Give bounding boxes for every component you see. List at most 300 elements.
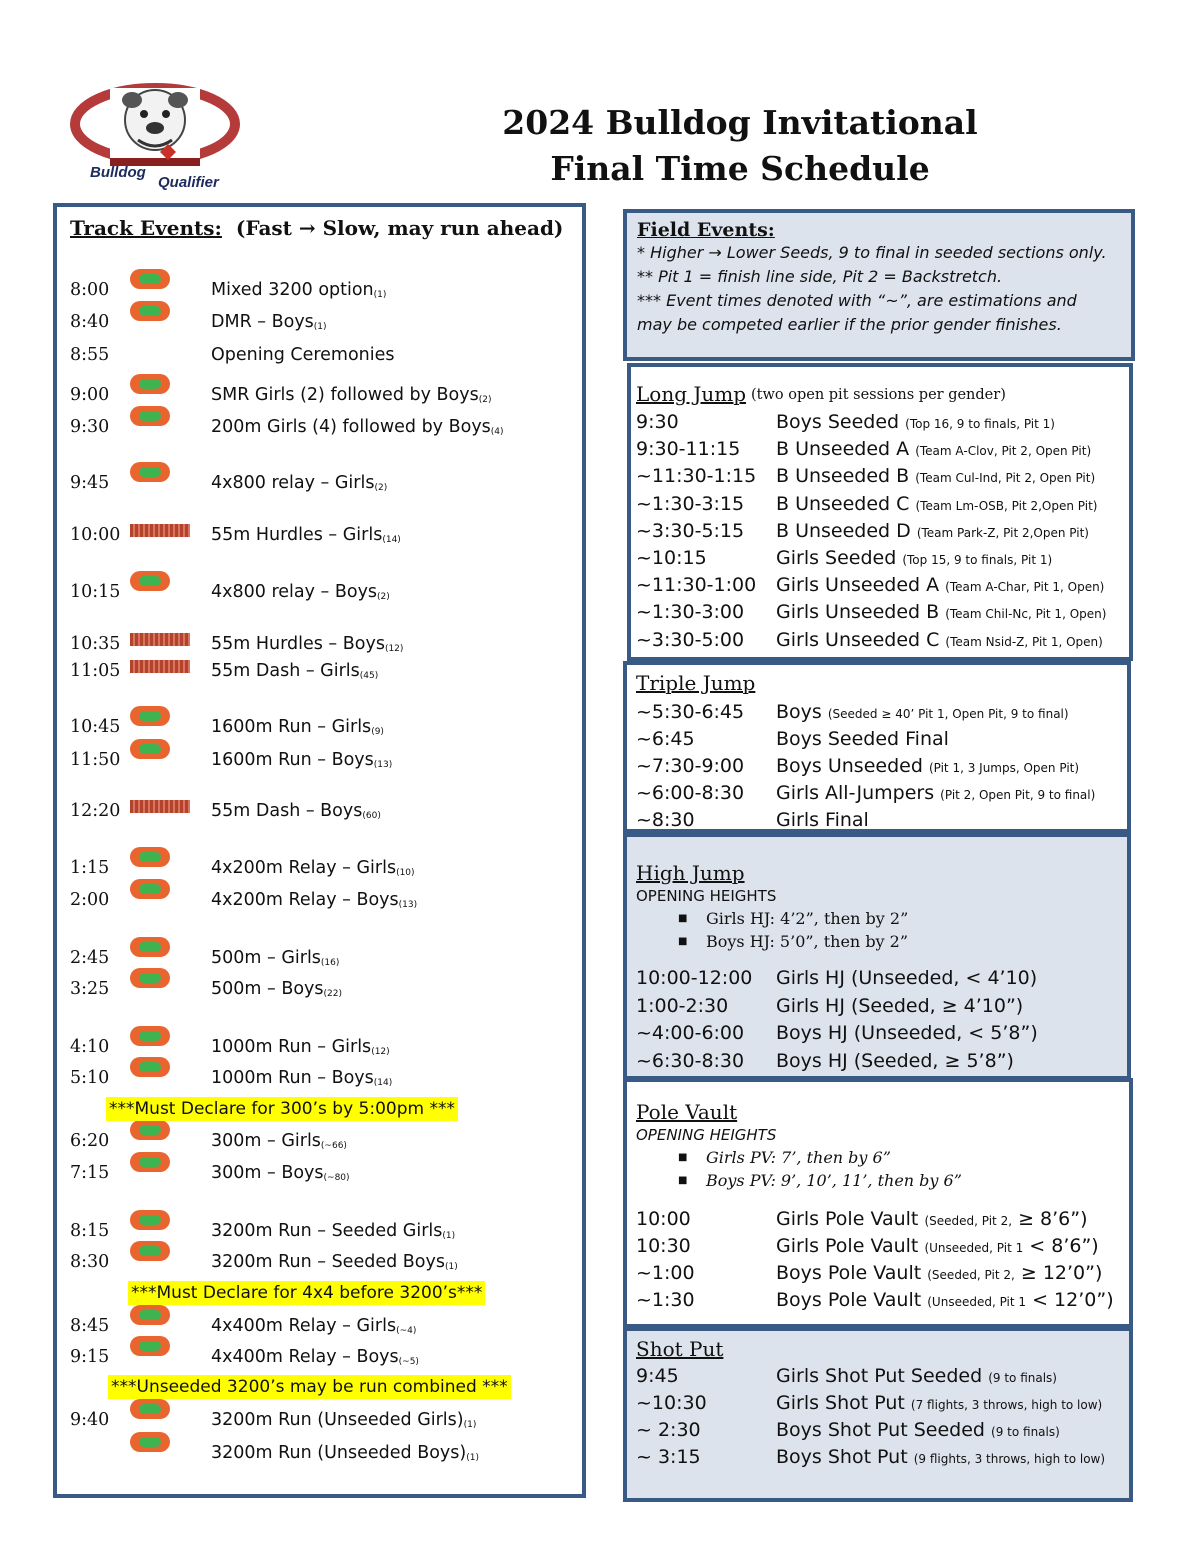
shot-put-title: Shot Put [636, 1337, 724, 1361]
event-time: 3:25 [70, 979, 110, 999]
event-time: ~10:30 [636, 1392, 707, 1414]
event-name: 200m Girls (4) followed by Boys [211, 417, 491, 437]
triple-jump-panel [623, 661, 1131, 833]
event-time: 5:10 [70, 1068, 110, 1088]
event-time: ~11:30-1:00 [636, 574, 757, 597]
event-time: 9:30-11:15 [636, 438, 741, 461]
event-name-wrap [211, 309, 327, 338]
event-name: Boys [776, 701, 822, 723]
track-oval-icon-shape [130, 1305, 170, 1325]
entry-count: (13) [398, 900, 418, 910]
title-line-2: Final Time Schedule [550, 149, 930, 188]
track-events-heading [70, 216, 563, 240]
event-name: Boys Unseeded [776, 755, 923, 777]
event-name: Girls HJ (Unseeded, < 4’10) [776, 967, 1038, 989]
event-name-wrap [776, 780, 1095, 809]
event-name: 300m – Girls [211, 1131, 321, 1151]
track-events-note: (Fast → Slow, may run ahead) [235, 216, 564, 240]
event-time: 10:00 [636, 1208, 691, 1230]
high-jump-opening-heights: OPENING HEIGHTS [636, 887, 777, 905]
hurdles-icon-shape [130, 800, 190, 813]
entry-count: (9) [371, 727, 384, 737]
event-name: Girls Unseeded C [776, 628, 940, 651]
entry-count: (~4) [396, 1326, 417, 1336]
event-name: B Unseeded A [776, 438, 910, 461]
event-name: Girls Shot Put [776, 1392, 905, 1414]
event-name-wrap [776, 572, 1104, 601]
entry-count: (4) [490, 427, 504, 437]
event-name-wrap [776, 1417, 1060, 1446]
event-time: 7:15 [70, 1163, 110, 1183]
event-name: Girls Unseeded A [776, 574, 940, 597]
event-name: DMR – Boys [211, 312, 314, 332]
track-oval-icon-shape [130, 1399, 170, 1419]
entry-count: (22) [323, 989, 342, 999]
event-name: 1600m Run – Boys [211, 750, 374, 770]
event-detail: (9 to finals) [988, 1371, 1057, 1385]
track-oval-icon [130, 1206, 170, 1226]
event-detail: (Team A-Char, Pit 1, Open) [945, 580, 1105, 595]
event-name: Girls Final [776, 809, 869, 831]
entry-count: (1) [463, 1420, 477, 1430]
track-oval-icon [130, 843, 170, 863]
field-note-2: ** Pit 1 = finish line side, Pit 2 = Backstretch. [637, 267, 1003, 286]
event-name-wrap [211, 714, 384, 743]
event-name-wrap [211, 1218, 455, 1247]
event-name: Girls HJ (Seeded, ≥ 4’10”) [776, 994, 1024, 1017]
bulldog-logo [70, 82, 240, 194]
entry-count: (12) [371, 1047, 390, 1057]
hurdles-icon-shape [130, 633, 190, 646]
event-name-wrap [211, 1034, 390, 1063]
pole-vault-boys-bullet [678, 1171, 962, 1190]
event-time: 8:45 [70, 1316, 110, 1336]
event-name-wrap [211, 1128, 347, 1157]
bullet-icon: ■ [678, 936, 688, 947]
hurdles-icon [130, 652, 190, 665]
event-name: 3200m Run – Seeded Girls [211, 1221, 443, 1241]
event-name: 1000m Run – Girls [211, 1037, 372, 1057]
event-name-wrap [776, 1020, 1038, 1047]
event-detail: (9 flights, 3 throws, high to low) [913, 1452, 1106, 1466]
event-detail: (Top 16, 9 to finals, Pit 1) [905, 417, 1055, 431]
event-name-wrap [211, 798, 381, 827]
track-oval-icon [130, 1237, 170, 1257]
hurdles-icon [130, 792, 190, 805]
event-time: ~7:30-9:00 [636, 755, 745, 777]
event-name: 4x200m Relay – Girls [211, 858, 397, 878]
event-name: Boys Seeded [776, 411, 900, 433]
field-note-1: * Higher → Lower Seeds, 9 to final in seeded sections only. [637, 243, 1107, 262]
long-jump-note: (two open pit sessions per gender) [751, 387, 1006, 403]
track-oval-icon-shape [130, 462, 170, 482]
track-oval-icon [130, 933, 170, 953]
event-name-wrap [211, 1440, 479, 1469]
event-threshold: < 8’6”) [1023, 1235, 1099, 1257]
event-time: 9:30 [636, 411, 679, 433]
title-line-1: 2024 Bulldog Invitational [502, 103, 978, 142]
high-jump-girls-opening: Girls HJ: 4’2”, then by 2” [706, 909, 909, 928]
track-oval-icon [130, 735, 170, 755]
entry-count: (~66) [320, 1141, 347, 1151]
event-name: Girls Seeded [776, 547, 897, 569]
entry-count: (10) [396, 868, 415, 878]
pole-vault-boys-opening: Boys PV: 9’, 10’, 11’, then by 6” [706, 1171, 962, 1190]
pole-vault-opening-heights: OPENING HEIGHTS [636, 1126, 777, 1144]
track-oval-icon-shape [130, 1432, 170, 1452]
track-oval-icon-shape [130, 1120, 170, 1140]
track-oval-icon-shape [130, 406, 170, 426]
page-title [420, 100, 1060, 192]
event-name-wrap [776, 1260, 1102, 1289]
track-oval-icon [130, 402, 170, 422]
event-detail: (Team A-Clov, Pit 2, Open Pit) [915, 444, 1092, 459]
entry-count: (1) [444, 1262, 458, 1272]
event-name: 55m Dash – Girls [211, 661, 360, 681]
entry-count: (13) [373, 760, 393, 770]
event-name: 1600m Run – Girls [211, 717, 372, 737]
event-time: 11:05 [70, 661, 121, 681]
entry-count: (16) [320, 958, 340, 968]
event-name-wrap [211, 277, 386, 306]
event-name-wrap [211, 1160, 350, 1189]
track-oval-icon-shape [130, 1336, 170, 1356]
entry-count: (1) [313, 322, 327, 332]
entry-count: (14) [373, 1078, 393, 1088]
event-name-wrap [211, 1313, 416, 1342]
long-jump-title: Long Jump [636, 382, 747, 406]
track-oval-icon [130, 1022, 170, 1042]
event-name: 4x800 relay – Boys [211, 582, 378, 602]
track-oval-icon [130, 1428, 170, 1448]
entry-count: (~5) [398, 1357, 419, 1367]
event-detail: (7 flights, 3 throws, high to low) [910, 1398, 1103, 1412]
track-oval-icon [130, 964, 170, 984]
event-time: ~10:15 [636, 547, 707, 569]
event-name-wrap [776, 965, 1037, 992]
field-events-notes-panel [623, 209, 1135, 361]
event-name: B Unseeded C [776, 492, 910, 515]
event-time: 8:30 [70, 1252, 110, 1272]
event-time: 10:00-12:00 [636, 967, 753, 989]
event-name: Girls Pole Vault [776, 1208, 919, 1230]
track-oval-icon-shape [130, 1241, 170, 1261]
event-name-wrap [776, 627, 1103, 656]
event-detail: (Team Lm-OSB, Pit 2,Open Pit) [915, 498, 1098, 513]
event-name: 4x400m Relay – Boys [211, 1347, 399, 1367]
event-name-wrap [211, 747, 392, 776]
event-name-wrap [776, 409, 1055, 438]
entry-count: (2) [478, 395, 492, 405]
event-detail: (Top 15, 9 to finals, Pit 1) [902, 553, 1053, 567]
event-time: ~1:00 [636, 1262, 695, 1284]
event-time: 9:40 [70, 1410, 110, 1430]
event-name: Boys Shot Put Seeded [776, 1419, 985, 1441]
track-oval-icon-shape [130, 879, 170, 899]
event-time: ~1:30 [636, 1289, 695, 1311]
event-time: 10:45 [70, 717, 121, 737]
entry-count: (60) [362, 811, 381, 821]
track-oval-icon [130, 875, 170, 895]
event-name-wrap [211, 579, 390, 608]
event-time: ~1:30-3:15 [636, 492, 745, 515]
event-detail: (Seeded ≥ 40’ Pit 1, Open Pit, 9 to final) [827, 707, 1069, 721]
event-name-wrap [211, 1344, 419, 1373]
event-name: Girls All-Jumpers [776, 782, 935, 804]
event-name-wrap [776, 726, 949, 753]
entry-count: (1) [442, 1231, 456, 1241]
event-name-wrap [776, 1390, 1102, 1419]
event-time: ~3:30-5:15 [636, 519, 745, 542]
track-events-label: Track Events: [70, 216, 222, 240]
track-oval-icon [130, 1332, 170, 1352]
event-time: 10:35 [70, 634, 121, 654]
event-detail: (Team Park-Z, Pit 2,Open Pit) [916, 525, 1089, 540]
event-time: ~3:30-5:00 [636, 628, 745, 651]
track-oval-icon-shape [130, 1026, 170, 1046]
event-detail: (Unseeded, Pit 1 [927, 1295, 1027, 1309]
event-name-wrap [211, 658, 378, 687]
bullet-icon: ■ [678, 1152, 688, 1163]
event-name: Girls Shot Put Seeded [776, 1365, 983, 1387]
event-name: Girls Unseeded B [776, 601, 940, 624]
event-time: 2:45 [70, 948, 110, 968]
logo-text-qualifier: Qualifier [158, 174, 219, 191]
event-name-wrap [211, 631, 403, 660]
event-time: ~11:30-1:15 [636, 465, 757, 488]
entry-count: (1) [373, 290, 387, 300]
event-name-wrap [776, 1363, 1057, 1392]
event-time: 8:40 [70, 312, 110, 332]
event-name: Boys Shot Put [776, 1446, 908, 1468]
field-note-3: *** Event times denoted with “~”, are estimations and [637, 291, 1077, 310]
pole-vault-title: Pole Vault [636, 1100, 738, 1124]
event-name: Boys HJ (Seeded, ≥ 5’8”) [776, 1049, 1014, 1072]
hurdles-icon [130, 516, 190, 529]
event-time: ~6:00-8:30 [636, 782, 745, 804]
event-name: Boys Pole Vault [776, 1289, 922, 1311]
event-time: 4:10 [70, 1037, 110, 1057]
track-oval-icon [130, 1053, 170, 1073]
entry-count: (14) [382, 535, 401, 545]
track-oval-icon [130, 265, 170, 285]
event-time: 10:00 [70, 525, 121, 545]
event-name: 4x800 relay – Girls [211, 473, 375, 493]
event-detail: (Seeded, Pit 2, [924, 1214, 1013, 1228]
field-events-heading: Field Events: [637, 219, 775, 241]
logo-text-bulldog: Bulldog [90, 164, 146, 181]
event-name: 55m Hurdles – Girls [211, 525, 383, 545]
event-time: 2:00 [70, 890, 110, 910]
event-threshold: ≥ 12’0”) [1014, 1262, 1103, 1284]
event-name: 3200m Run (Unseeded Boys) [211, 1443, 467, 1463]
event-name: Mixed 3200 option [211, 280, 374, 300]
event-name: 500m – Girls [211, 948, 321, 968]
entry-count: (1) [466, 1453, 479, 1463]
declare-4x4-banner: ***Must Declare for 4x4 before 3200’s*** [128, 1281, 485, 1305]
track-oval-icon [130, 370, 170, 390]
event-time: 8:15 [70, 1221, 110, 1241]
event-name: 4x400m Relay – Girls [211, 1316, 397, 1336]
event-name-wrap [776, 545, 1052, 574]
event-name-wrap [776, 699, 1069, 728]
event-name-wrap [776, 1444, 1105, 1473]
event-time: 9:00 [70, 385, 110, 405]
track-oval-icon-shape [130, 968, 170, 988]
event-detail: (Team Nsid-Z, Pit 1, Open) [945, 634, 1103, 649]
event-name-wrap [776, 491, 1097, 520]
event-detail: (Unseeded, Pit 1 [924, 1241, 1024, 1255]
event-threshold: < 12’0”) [1026, 1289, 1114, 1311]
event-name-wrap [211, 414, 504, 443]
track-oval-icon-shape [130, 301, 170, 321]
declare-300-banner: ***Must Declare for 300’s by 5:00pm *** [106, 1097, 458, 1121]
event-name-wrap [211, 522, 401, 551]
hurdles-icon [130, 625, 190, 638]
track-oval-icon-shape [130, 739, 170, 759]
event-time: ~5:30-6:45 [636, 701, 745, 723]
event-detail: (Seeded, Pit 2, [927, 1268, 1015, 1282]
track-oval-icon [130, 458, 170, 478]
event-name-wrap [211, 1407, 476, 1436]
long-jump-panel [627, 363, 1133, 661]
entry-count: (~80) [323, 1173, 350, 1183]
event-time: ~1:30-3:00 [636, 601, 745, 624]
track-oval-icon [130, 702, 170, 722]
event-time: 8:00 [70, 280, 110, 300]
event-detail: (9 to finals) [991, 1425, 1060, 1439]
event-threshold: ≥ 8’6”) [1012, 1208, 1088, 1230]
track-oval-icon-shape [130, 847, 170, 867]
event-name-wrap [211, 342, 395, 371]
event-name: 3200m Run – Seeded Boys [211, 1252, 445, 1272]
entry-count: (12) [384, 644, 404, 654]
track-oval-icon-shape [130, 937, 170, 957]
event-detail: (Pit 2, Open Pit, 9 to final) [940, 788, 1096, 802]
event-name-wrap [776, 993, 1023, 1020]
event-time: ~ 3:15 [636, 1446, 701, 1468]
track-oval-icon [130, 297, 170, 317]
event-name-wrap [211, 382, 491, 411]
event-name-wrap [211, 887, 417, 916]
event-name-wrap [776, 1233, 1099, 1262]
high-jump-girls-bullet [678, 909, 909, 928]
event-time: 12:20 [70, 801, 121, 821]
track-oval-icon-shape [130, 374, 170, 394]
event-time: 1:15 [70, 858, 110, 878]
event-name: B Unseeded D [776, 519, 911, 542]
event-name-wrap [776, 1287, 1114, 1316]
event-name-wrap [211, 1065, 392, 1094]
event-name: Boys HJ (Unseeded, < 5’8”) [776, 1022, 1038, 1044]
hurdles-icon-shape [130, 524, 190, 537]
event-name: Opening Ceremonies [211, 345, 395, 365]
event-name-wrap [776, 463, 1095, 492]
event-time: 1:00-2:30 [636, 994, 729, 1017]
high-jump-boys-opening: Boys HJ: 5’0”, then by 2” [706, 932, 909, 951]
event-name-wrap [211, 470, 387, 499]
event-name-wrap [776, 807, 869, 834]
event-time: ~ 2:30 [636, 1419, 701, 1441]
event-name: 4x200m Relay – Boys [211, 890, 399, 910]
event-name: 55m Hurdles – Boys [211, 634, 385, 654]
event-name: Boys Pole Vault [776, 1262, 922, 1284]
event-name-wrap [211, 855, 415, 884]
event-name: 1000m Run – Boys [211, 1068, 374, 1088]
event-name-wrap [211, 945, 339, 974]
event-name-wrap [776, 436, 1091, 465]
event-name: 300m – Boys [211, 1163, 324, 1183]
event-name: 500m – Boys [211, 979, 324, 999]
event-name-wrap [211, 976, 342, 1005]
entry-count: (2) [374, 483, 388, 493]
event-time: 8:55 [70, 345, 110, 365]
event-time: 10:15 [70, 582, 121, 602]
triple-jump-title: Triple Jump [636, 671, 756, 695]
event-time: 6:20 [70, 1131, 110, 1151]
event-time: ~8:30 [636, 809, 695, 831]
event-time: 9:15 [70, 1347, 110, 1367]
track-oval-icon-shape [130, 571, 170, 591]
event-detail: (Team Cul-Ind, Pit 2, Open Pit) [915, 471, 1096, 486]
event-name-wrap [776, 1048, 1014, 1075]
event-name-wrap [211, 1249, 458, 1278]
event-name: Girls Pole Vault [776, 1235, 919, 1257]
unseeded-3200-banner: ***Unseeded 3200’s may be run combined *** [108, 1375, 511, 1399]
event-time: 9:45 [70, 473, 110, 493]
event-name-wrap [776, 518, 1089, 547]
event-name: 55m Dash – Boys [211, 801, 363, 821]
bullet-icon: ■ [678, 1175, 688, 1186]
track-oval-icon [130, 1148, 170, 1168]
track-oval-icon [130, 567, 170, 587]
pole-vault-girls-opening: Girls PV: 7’, then by 6” [706, 1148, 891, 1167]
bullet-icon: ■ [678, 913, 688, 924]
event-detail: (Team Chil-Nc, Pit 1, Open) [945, 607, 1107, 622]
event-name-wrap [776, 753, 1079, 782]
event-time: 9:45 [636, 1365, 679, 1387]
entry-count: (45) [359, 671, 379, 681]
entry-count: (2) [377, 592, 390, 602]
track-oval-icon-shape [130, 1152, 170, 1172]
field-note-4: may be competed earlier if the prior gender finishes. [637, 315, 1062, 334]
event-time: ~6:45 [636, 728, 695, 750]
pole-vault-girls-bullet [678, 1148, 891, 1167]
pole-vault-panel [623, 1078, 1133, 1328]
high-jump-boys-bullet [678, 932, 909, 951]
event-time: 11:50 [70, 750, 121, 770]
event-name: B Unseeded B [776, 465, 910, 488]
event-time: ~4:00-6:00 [636, 1022, 745, 1044]
shot-put-panel [623, 1327, 1133, 1502]
event-time: ~6:30-8:30 [636, 1049, 745, 1072]
event-name: 3200m Run (Unseeded Girls) [211, 1410, 464, 1430]
track-oval-icon-shape [130, 1210, 170, 1230]
event-name-wrap [776, 1206, 1088, 1235]
event-time: 9:30 [70, 417, 110, 437]
track-oval-icon-shape [130, 706, 170, 726]
event-name: SMR Girls (2) followed by Boys [211, 385, 479, 405]
track-oval-icon-shape [130, 269, 170, 289]
hurdles-icon-shape [130, 660, 190, 673]
event-name-wrap [776, 599, 1106, 628]
high-jump-title: High Jump [636, 861, 745, 885]
high-jump-panel [623, 833, 1131, 1080]
event-name: Boys Seeded Final [776, 728, 949, 750]
track-oval-icon-shape [130, 1057, 170, 1077]
event-time: 10:30 [636, 1235, 691, 1257]
event-detail: (Pit 1, 3 Jumps, Open Pit) [928, 761, 1080, 775]
